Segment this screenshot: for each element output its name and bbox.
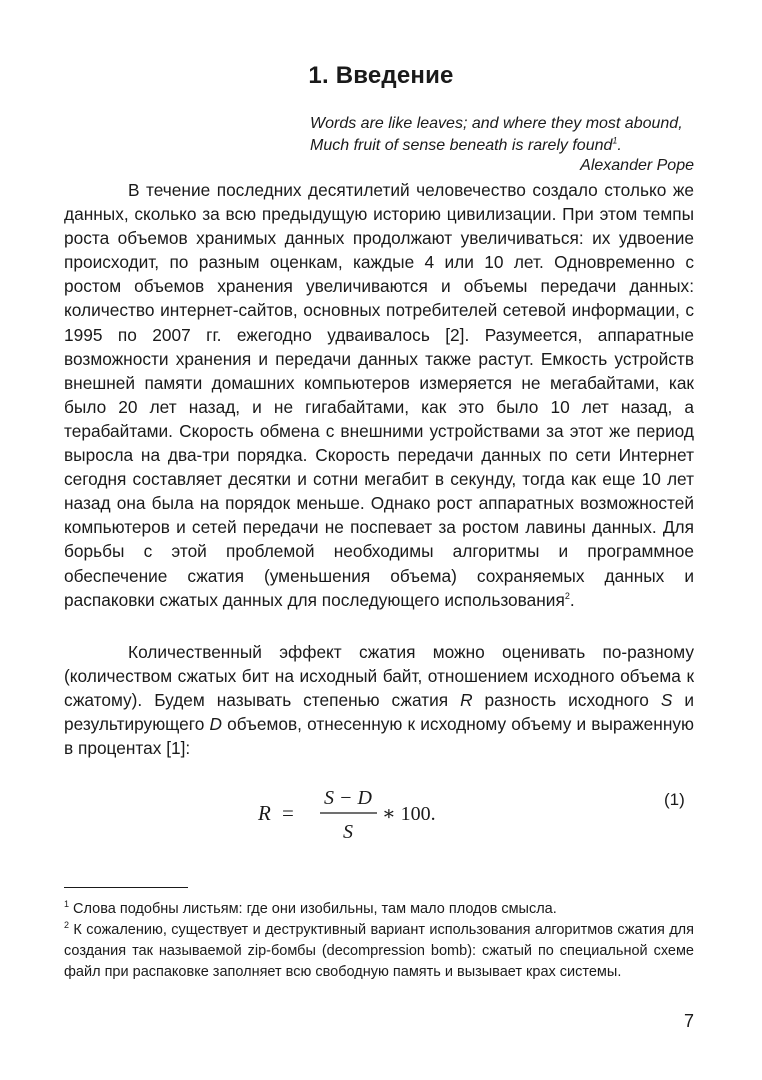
equation-number: (1) <box>664 790 685 809</box>
footnote-2 <box>64 920 694 983</box>
formula-equals: = <box>282 801 294 825</box>
variable-d: D <box>209 714 222 735</box>
epigraph-line-2 <box>310 135 694 157</box>
footnote-2-text: К сожалению, существует и деструктивный вариант использования алгоритмов сжатия для создания так называемой zip-бомбы (decompression bomb): сжатый по специальной схеме файл при распаковке заполняет всю свободную память и вызывает крах системы. <box>64 922 694 980</box>
formula-denominator: S <box>343 821 353 843</box>
paragraph-2-part-4: объемов, отнесенную к исходному объему и выраженную в процентах [1]: <box>64 714 694 759</box>
footnote-1-text: Слова подобны листьям: где они изобильны, там мало плодов смысла. <box>69 901 557 917</box>
section-heading: 1. Введение <box>308 62 454 89</box>
formula-numerator: S − D <box>324 787 372 809</box>
footnote-separator <box>64 887 188 888</box>
epigraph-line-1: Words are like leaves; and where they most abound, <box>310 115 683 132</box>
paragraph-2-part-2: разность исходного <box>472 690 661 711</box>
page-number: 7 <box>683 1011 694 1031</box>
paragraph-2 <box>64 640 694 760</box>
formula-lhs: R <box>258 801 271 825</box>
variable-r: R <box>460 690 473 711</box>
paragraph-1-end: . <box>569 589 575 610</box>
epigraph-author: Alexander Pope <box>580 157 694 174</box>
variable-s: S <box>660 690 673 711</box>
paragraph-1 <box>64 178 694 612</box>
epigraph-line-2-end: . <box>617 137 622 154</box>
paragraph-2-part-3: и результирующего <box>64 690 695 735</box>
formula-tail: ∗ 100. <box>382 803 436 825</box>
footnote-ref-1[interactable]: 1 <box>612 135 618 146</box>
paragraph-1-text: В течение последних десятилетий человечество создало столько же данных, сколько за всю предыдущую историю цивилизации. При этом темпы роста объемов хранимых данных продолжают увеличиваться: их удвоение происходит, по разным оценкам, каждые 4 или 10 лет. Одновременно с ростом объемов хранения увеличиваются и объемы передачи данных: количество интернет-сайтов, основных потребителей сетевой информации, с 1995 по 2007 гг. ежегодно удваивалось [2]. Разумеется, аппаратные возможности хранения и передачи данных также растут. Емкость устройств внешней памяти домашних компьютеров измеряется не мегабайтами, как было 20 лет назад, и не гигабайтами, как это было 10 лет назад, а терабайтами. Скорость обмена с внешними устройствами за этот же период выросла на два-три порядка. Скорость передачи данных по сети Интернет сегодня составляет десятки и сотни мегабит в секунду, тогда как еще 10 лет назад она была на порядок меньше. Однако рост аппаратных возможностей компьютеров и сетей передачи не поспевает за ростом лавины данных. Для борьбы с этой проблемой необходимы алгоритмы и программное обеспечение сжатия (уменьшения объема) сохраняемых данных и распаковки сжатых данных для последующего использования <box>64 180 694 610</box>
footnote-1-mark: 1 <box>64 899 70 910</box>
footnote-2-mark: 2 <box>64 920 70 931</box>
formula-1 <box>0 778 762 848</box>
paragraph-2-part-1: Количественный эффект сжатия можно оценивать по-разному (количеством сжатых бит на исходный байт, отношением исходного объема к сжатому). Будем называть степенью сжатия <box>64 642 694 711</box>
epigraph-line-2-text: Much fruit of sense beneath is rarely found <box>310 137 613 154</box>
footnote-ref-2[interactable]: 2 <box>564 590 570 601</box>
footnote-1 <box>64 899 694 920</box>
